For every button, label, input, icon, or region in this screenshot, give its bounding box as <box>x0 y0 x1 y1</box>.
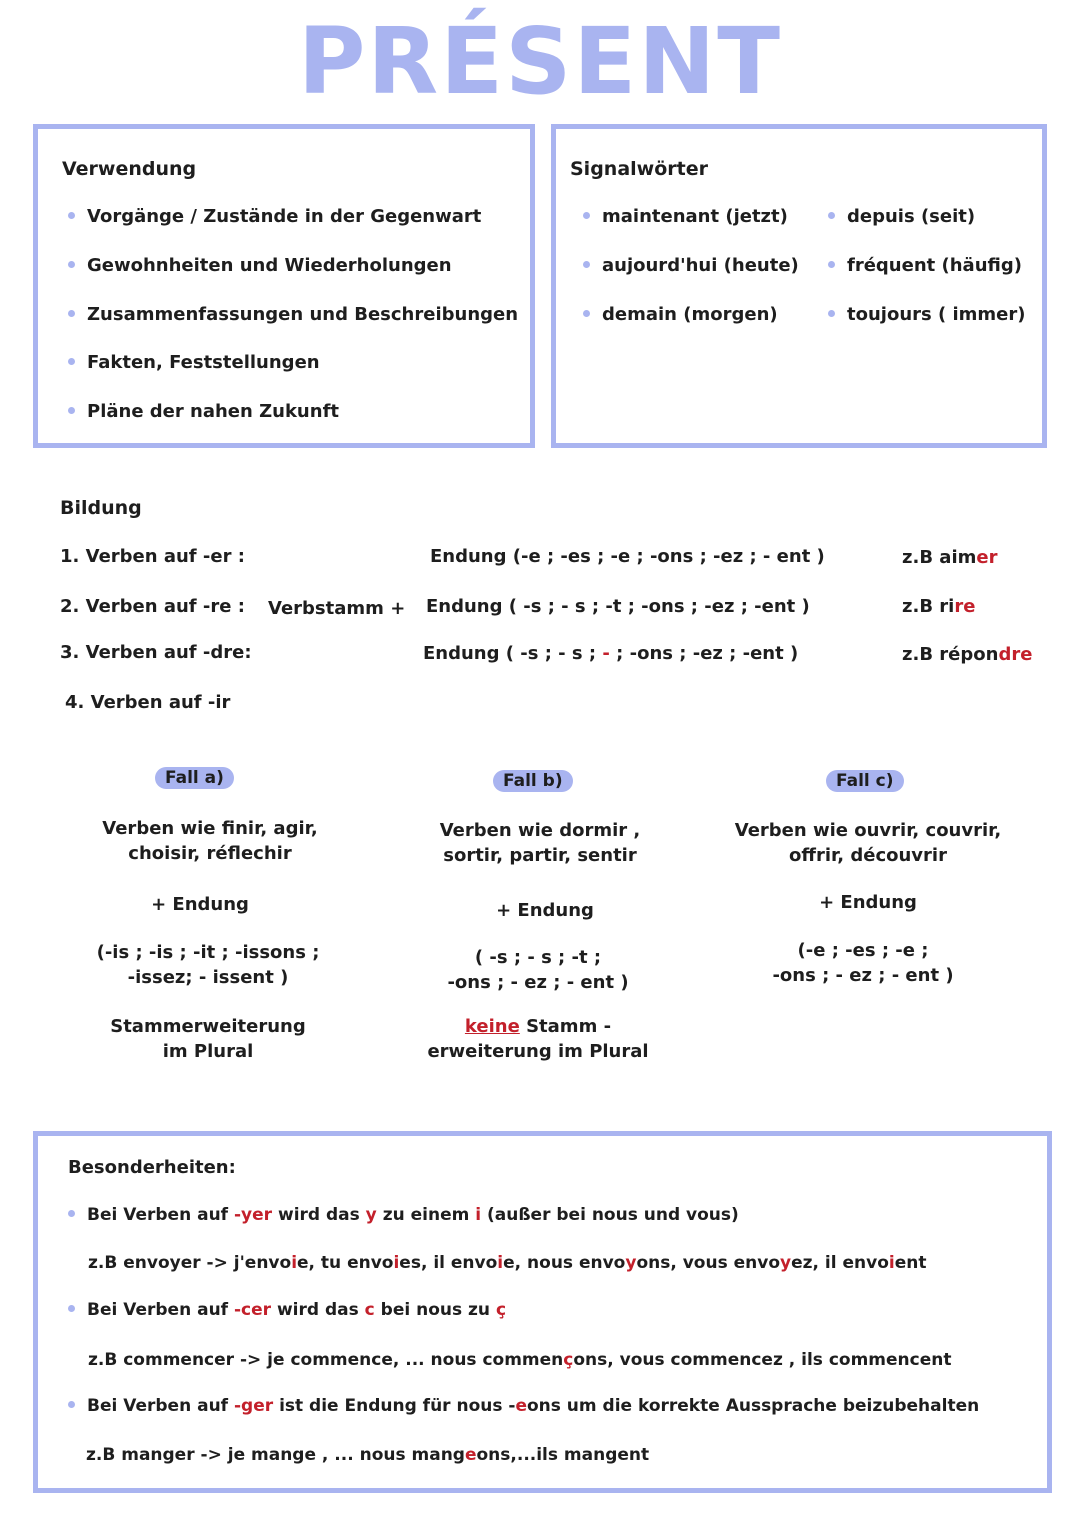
verbstamm-label <box>268 598 405 619</box>
item-text: maintenant (jetzt) <box>602 206 788 227</box>
example-row-1 <box>902 547 997 568</box>
besonderheit-yer <box>68 1205 739 1225</box>
text: e, nous envo <box>503 1253 626 1273</box>
endings-line: (-is ; -is ; -it ; -issons ; <box>96 942 320 963</box>
example-red: dre <box>998 644 1033 665</box>
fall-c-endings <box>718 938 1008 988</box>
bullet-icon <box>68 1305 75 1312</box>
bildung-row-label: 1. Verben auf -er : <box>60 546 245 567</box>
item-text: depuis (seit) <box>847 206 976 227</box>
text: bei nous zu <box>380 1300 491 1320</box>
endings-line: -ons ; - ez ; - ent ) <box>447 972 629 993</box>
signalwort-item <box>828 206 975 227</box>
item-text: Zusammenfassungen und Beschreibungen <box>87 304 519 325</box>
verwendung-heading: Verwendung <box>62 158 197 180</box>
item-text: toujours ( immer) <box>847 304 1026 325</box>
verbs-line: choisir, réflechir <box>128 843 292 864</box>
item-text: fréquent (häufig) <box>847 255 1022 276</box>
red-text: c <box>364 1300 375 1320</box>
bullet-icon <box>68 1401 75 1408</box>
ending-row-2: Endung ( -s ; - s ; -t ; -ons ; -ez ; -ent ) <box>426 596 810 617</box>
bullet-icon <box>68 310 75 317</box>
red-text: e <box>515 1396 527 1416</box>
note-line: im Plural <box>162 1041 254 1062</box>
red-text: ç <box>563 1350 574 1370</box>
verbs-line: offrir, découvrir <box>789 845 947 866</box>
red-text: -ger <box>234 1396 274 1416</box>
stem-text: Verbstamm <box>268 598 384 619</box>
red-text: i <box>475 1205 482 1225</box>
text: wird das <box>277 1205 360 1225</box>
ending-row-3 <box>423 643 798 664</box>
example-cer <box>88 1350 952 1370</box>
fall-c-endung: + Endung <box>819 892 917 913</box>
text: z.B manger -> je mange , ... nous mang <box>86 1445 465 1465</box>
verwendung-item <box>68 206 481 227</box>
bullet-icon <box>68 407 75 414</box>
item-text: demain (morgen) <box>602 304 778 325</box>
ending-part: Endung ( -s ; - s ; <box>423 643 597 664</box>
text: Bei Verben auf <box>87 1205 229 1225</box>
fall-c-pill: Fall c) <box>826 770 904 792</box>
red-text: i <box>888 1253 895 1273</box>
text: ons, vous envo <box>636 1253 781 1273</box>
text: z.B envoyer -> j'envo <box>88 1253 292 1273</box>
verwendung-item <box>68 401 339 422</box>
item-text: Pläne der nahen Zukunft <box>87 401 339 422</box>
besonderheit-ger <box>68 1396 979 1416</box>
bullet-icon <box>68 358 75 365</box>
item-text: aujourd'hui (heute) <box>602 255 799 276</box>
verwendung-item <box>68 255 452 276</box>
endings-line: (-e ; -es ; -e ; <box>797 940 929 961</box>
red-text: y <box>365 1205 377 1225</box>
fall-b-note <box>400 1014 676 1064</box>
fall-b-pill: Fall b) <box>493 770 573 792</box>
item-text: Gewohnheiten und Wiederholungen <box>87 255 452 276</box>
verbs-line: Verben wie ouvrir, couvrir, <box>734 820 1002 841</box>
example-red: er <box>976 547 998 568</box>
text: ez, il envo <box>791 1253 889 1273</box>
example-row-3 <box>902 644 1032 665</box>
plus-text: + <box>390 598 406 619</box>
signalwort-item <box>583 304 778 325</box>
bildung-heading: Bildung <box>60 497 142 519</box>
red-text: ç <box>495 1300 507 1320</box>
red-text: y <box>780 1253 792 1273</box>
bullet-icon <box>68 212 75 219</box>
fall-a-verbs <box>70 816 350 866</box>
fall-a-pill: Fall a) <box>155 767 234 789</box>
example-red: re <box>954 596 976 617</box>
fall-a-endings <box>70 940 346 990</box>
text: ons, vous commencez , ils commencent <box>573 1350 952 1370</box>
fall-a-note <box>70 1014 346 1064</box>
ending-row-1: Endung (-e ; -es ; -e ; -ons ; -ez ; - ent ) <box>430 546 825 567</box>
page-title: PRÉSENT <box>298 8 782 115</box>
text: ent <box>894 1253 927 1273</box>
note-line: erweiterung im Plural <box>427 1041 649 1062</box>
fall-c-verbs <box>718 818 1018 868</box>
example-ger <box>86 1445 649 1465</box>
text: (außer bei nous und vous) <box>486 1205 739 1225</box>
signalwort-item <box>828 304 1025 325</box>
example-yer <box>88 1253 927 1273</box>
verbs-line: Verben wie dormir , <box>439 820 641 841</box>
endings-line: -ons ; - ez ; - ent ) <box>772 965 954 986</box>
bullet-icon <box>68 261 75 268</box>
ending-part: ; -ons ; -ez ; -ent ) <box>616 643 799 664</box>
note-red: keine <box>464 1016 520 1037</box>
example-text: z.B ri <box>902 596 955 617</box>
red-text: -cer <box>234 1300 272 1320</box>
red-text: i <box>291 1253 298 1273</box>
text: Bei Verben auf <box>87 1396 229 1416</box>
red-text: i <box>393 1253 400 1273</box>
bullet-icon <box>828 261 835 268</box>
besonderheiten-heading: Besonderheiten: <box>68 1157 236 1178</box>
text: zu einem <box>382 1205 470 1225</box>
red-text: y <box>625 1253 637 1273</box>
text: ist die Endung für nous - <box>279 1396 516 1416</box>
bildung-row-label: 2. Verben auf -re : <box>60 596 245 617</box>
text: ons,...ils mangent <box>476 1445 650 1465</box>
bullet-icon <box>828 212 835 219</box>
example-row-2 <box>902 596 975 617</box>
ending-red: - <box>602 643 610 664</box>
red-text: e <box>464 1445 477 1465</box>
endings-line: -issez; - issent ) <box>127 967 289 988</box>
besonderheit-cer <box>68 1300 506 1320</box>
signalwort-item <box>828 255 1022 276</box>
bildung-row-label: 4. Verben auf -ir <box>65 692 231 713</box>
fall-b-endung: + Endung <box>496 900 594 921</box>
signalwoerter-heading: Signalwörter <box>570 158 708 180</box>
example-text: z.B répon <box>902 644 999 665</box>
signalwort-item <box>583 255 799 276</box>
bullet-icon <box>583 212 590 219</box>
endings-line: ( -s ; - s ; -t ; <box>474 947 602 968</box>
text: ons um die korrekte Aussprache beizubehalten <box>526 1396 980 1416</box>
text: es, il envo <box>399 1253 498 1273</box>
bullet-icon <box>583 261 590 268</box>
verbs-line: Verben wie finir, agir, <box>102 818 318 839</box>
bullet-icon <box>68 1210 75 1217</box>
fall-b-verbs <box>400 818 680 868</box>
item-text: Fakten, Feststellungen <box>87 352 320 373</box>
item-text: Vorgänge / Zustände in der Gegenwart <box>87 206 482 227</box>
fall-b-endings <box>400 945 676 995</box>
red-text: i <box>497 1253 504 1273</box>
note-line: Stammerweiterung <box>110 1016 306 1037</box>
example-text: z.B aim <box>902 547 977 568</box>
verwendung-item <box>68 352 320 373</box>
verwendung-item <box>68 304 518 325</box>
text: z.B commencer -> je commence, ... nous commen <box>88 1350 564 1370</box>
signalwort-item <box>583 206 788 227</box>
text: Bei Verben auf <box>87 1300 229 1320</box>
note-line: Stamm - <box>526 1016 612 1037</box>
text: wird das <box>276 1300 359 1320</box>
text: e, tu envo <box>297 1253 394 1273</box>
bildung-row-label: 3. Verben auf -dre: <box>60 642 252 663</box>
fall-a-endung: + Endung <box>151 894 249 915</box>
bullet-icon <box>583 310 590 317</box>
bullet-icon <box>828 310 835 317</box>
verbs-line: sortir, partir, sentir <box>443 845 637 866</box>
red-text: -yer <box>234 1205 273 1225</box>
